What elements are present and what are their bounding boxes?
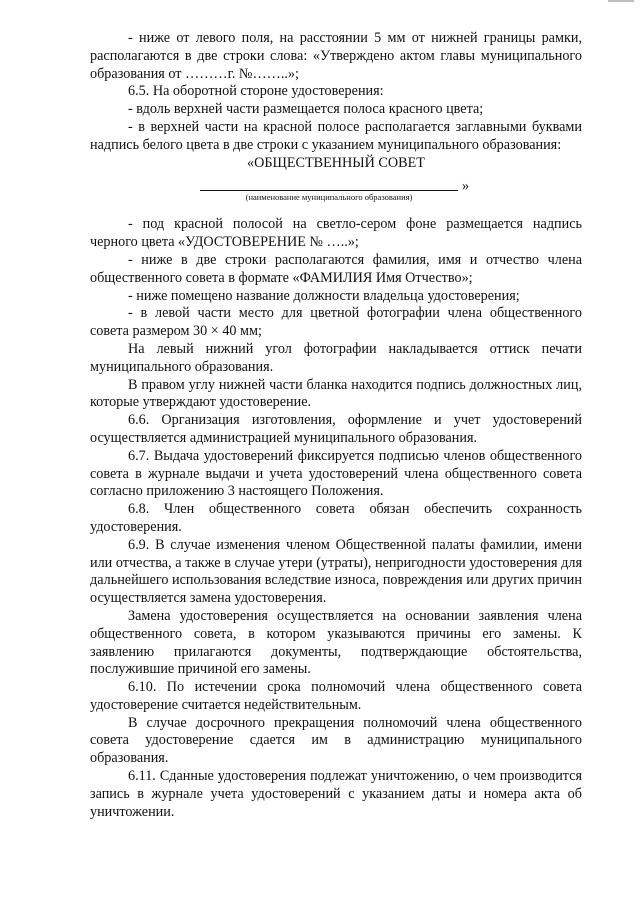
paragraph-6-7: 6.7. Выдача удостоверений фиксируется подписью членов общественного совета в журнале выдачи и учета удостоверений члена общественного совета согласно приложению 3 настоящего Положения. — [90, 447, 582, 500]
paragraph-seal: На левый нижний угол фотографии накладывается оттиск печати муниципального образования. — [90, 340, 582, 375]
paragraph-certificate-label: - под красной полосой на светло-сером фоне размещается надпись черного цвета «УДОСТОВЕРЕНИЕ № …..»; — [90, 216, 582, 251]
blank-underline — [200, 190, 458, 191]
paragraph-replacement: Замена удостоверения осуществляется на основании заявления члена общественного совета, в котором указываются причины его замены. К заявлению прилагаются документы, подтверждающие обстоятельства, послужившие причиной его замены. — [90, 607, 582, 678]
paragraph-signature: В правом углу нижней части бланка находится подпись должностных лиц, которые утверждают удостоверение. — [90, 376, 582, 411]
paragraph-early-termination: В случае досрочного прекращения полномочий члена общественного совета удостоверение сдается им в администрацию муниципального образования. — [90, 714, 582, 767]
paragraph-6-11: 6.11. Сданные удостоверения подлежат уничтожению, о чем производится запись в журнале учета удостоверений с указанием даты и номера акта об уничтожении. — [90, 768, 582, 820]
document-body — [90, 30, 582, 821]
paragraph-full-name: - ниже в две строки располагаются фамилия, имя и отчество члена общественного совета в формате «ФАМИЛИЯ Имя Отчество»; — [90, 251, 582, 286]
paragraph-photo: - в левой части место для цветной фотографии члена общественного совета размером 30 × 40 мм; — [90, 305, 582, 340]
paragraph-6-10: 6.10. По истечении срока полномочий члена общественного совета удостоверение считается недействительным. — [90, 679, 582, 713]
paragraph-6-8: 6.8. Член общественного совета обязан обеспечить сохранность удостоверения. — [90, 501, 582, 535]
paragraph-red-stripe: - вдоль верхней части размещается полоса красного цвета; — [128, 101, 484, 118]
paragraph-white-inscription: - в верхней части на красной полосе располагается заглавными буквами надпись белого цвета в две строки с указанием муниципального образования: — [90, 118, 582, 153]
paragraph-position: - ниже помещено название должности владельца удостоверения; — [128, 287, 520, 304]
paragraph-6-5: 6.5. На оборотной стороне удостоверения: — [128, 83, 384, 100]
council-title: «ОБЩЕСТВЕННЫЙ СОВЕТ — [247, 154, 425, 171]
paragraph-6-6: 6.6. Организация изготовления, оформление и учет удостоверений осуществляется администрацией муниципального образования. — [90, 412, 582, 446]
paragraph-bottom-left-inscription: - ниже от левого поля, на расстоянии 5 мм от нижней границы рамки, располагаются в две строки слова: «Утверждено актом главы муниципального образования от ………г. №……..»; — [90, 30, 582, 82]
paragraph-6-9: 6.9. В случае изменения членом Общественной палаты фамилии, имени или отчества, а также в случае утери (утраты), непригодности удостоверения для дальнейшего использования вследствие износа, повреждения или других причин осуществляется замена удостоверения. — [90, 536, 582, 607]
closing-quote: » — [462, 178, 470, 195]
blank-caption: (наименование муниципального образования) — [245, 192, 413, 203]
municipality-blank — [90, 174, 582, 208]
scan-corner-mark — [608, 0, 634, 2]
